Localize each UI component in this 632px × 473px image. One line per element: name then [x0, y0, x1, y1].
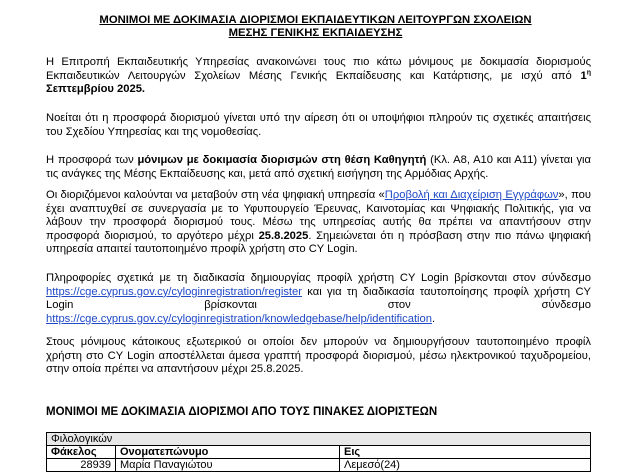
page-title-line-2: ΜΕΣΗΣ ΓΕΝΙΚΗΣ ΕΚΠΑΙΔΕΥΣΗΣ: [228, 27, 403, 39]
cell-file-number: 28939: [47, 459, 116, 472]
column-header-place: Εις: [340, 446, 591, 459]
intro-paragraph: [46, 56, 591, 97]
abroad-residents-paragraph: Στους μόνιμους κάτοικους εξωτερικού οι οποίοι δεν μπορούν να δημιουργήσουν ταυτοποιημένο προφίλ χρήστη στο CY Login αποστέλλεται άμεσα γραπτή προσφορά διορισμού, μέσω ηλεκτρονικού ταχυδρομείου, στην οποία πρέπει να απαντήσουν μέχρι 25.8.2025.: [46, 336, 591, 376]
effective-date: $1^\eta$ Σεπτεμβρίου 2025.: [46, 68, 591, 96]
cell-place: Λεμεσό(24): [340, 459, 591, 472]
column-header-file: Φάκελος: [47, 446, 116, 459]
cell-name: Μαρία Παναγιώτου: [116, 459, 340, 472]
intro-text: Η Επιτροπή Εκπαιδευτικής Υπηρεσίας ανακοινώνει τους πιο κάτω μόνιμους με δοκιμασία διορισμούς Εκπαιδευτικών Λειτουργών Σχολείων Μέσης Γενικής Εκπαίδευσης και Κατάρτισης, με ισχύ από: [46, 56, 591, 82]
identification-link[interactable]: https://cge.cyprus.gov.cy/cyloginregistration/knowledgebase/help/identification: [46, 312, 432, 325]
table-row: [47, 459, 591, 472]
column-header-name: Ονοματεπώνυμο: [116, 446, 340, 459]
cylogin-info-paragraph: Πληροφορίες σχετικά με τη διαδικασία δημιουργίας προφίλ χρήστη CY Login βρίσκονται στον σύνδεσμο https://cge.cyprus.gov.cy/cyloginregistration/register και για τη διαδικασία ταυτοποίησης προφίλ χρήστη CY Login βρίσκονται στον σύνδεσμο https://cge.cyprus.gov.cy/cyloginregistration/knowledgebase/help/identification.: [46, 272, 591, 325]
register-link[interactable]: https://cge.cyprus.gov.cy/cyloginregistration/register: [46, 285, 302, 298]
appointments-table: [46, 432, 591, 472]
document-service-link[interactable]: Προβολή και Διαχείριση Εγγράφων: [384, 189, 559, 201]
page-title-line-1: ΜΟΝΙΜΟΙ ΜΕ ΔΟΚΙΜΑΣΙΑ ΔΙΟΡΙΣΜΟΙ ΕΚΠΑΙΔΕΥΤΙΚΩΝ ΛΕΙΤΟΥΡΓΩΝ ΣΧΟΛΕΙΩΝ: [99, 14, 532, 26]
offer-paragraph: Η προσφορά των μόνιμων με δοκιμασία διορισμών στη θέση Καθηγητή (Κλ. Α8, Α10 και Α11) γίνεται για τις ανάγκες της Μέσης Εκπαίδευσης και, μετά από σχετική εισήγηση της Αρμόδιας Αρχής.: [46, 154, 591, 180]
offer-position-bold: μόνιμων με δοκιμασία διορισμών στη θέση Καθηγητή: [137, 154, 427, 166]
section-heading: ΜΟΝΙΜΟΙ ΜΕ ΔΟΚΙΜΑΣΙΑ ΔΙΟΡΙΣΜΟΙ ΑΠΟ ΤΟΥΣ ΠΙΝΑΚΕΣ ΔΙΟΡΙΣΤΕΩΝ: [46, 406, 438, 418]
table-group-label: Φιλολογικών: [47, 433, 591, 446]
deadline-date: 25.8.2025: [258, 229, 309, 242]
condition-paragraph: Νοείται ότι η προσφορά διορισμού γίνεται υπό την αίρεση ότι οι υποψήφιοι πληρούν τις σχετικές απαιτήσεις του Σχεδίου Υπηρεσίας και της νομοθεσίας.: [46, 112, 591, 138]
digital-service-paragraph: Οι διοριζόμενοι καλούνται να μεταβούν στη νέα ψηφιακή υπηρεσία «Προβολή και Διαχείριση Εγγράφων», που έχει αναπτυχθεί σε συνεργασία με το Υφυπουργείο Έρευνας, Καινοτομίας και Ψηφιακής Πολιτικής, για να λάβουν την προσφορά διορισμού τους. Μέσω της υπηρεσίας αυτής θα πρέπει να απαντήσουν στην προσφορά διορισμού, το αργότερο μέχρι 25.8.2025. Σημειώνεται ότι η πρόσβαση στην πιο πάνω ψηφιακή υπηρεσία απαιτεί ταυτοποιημένο προφίλ χρήστη στο CY Login.: [46, 189, 591, 256]
